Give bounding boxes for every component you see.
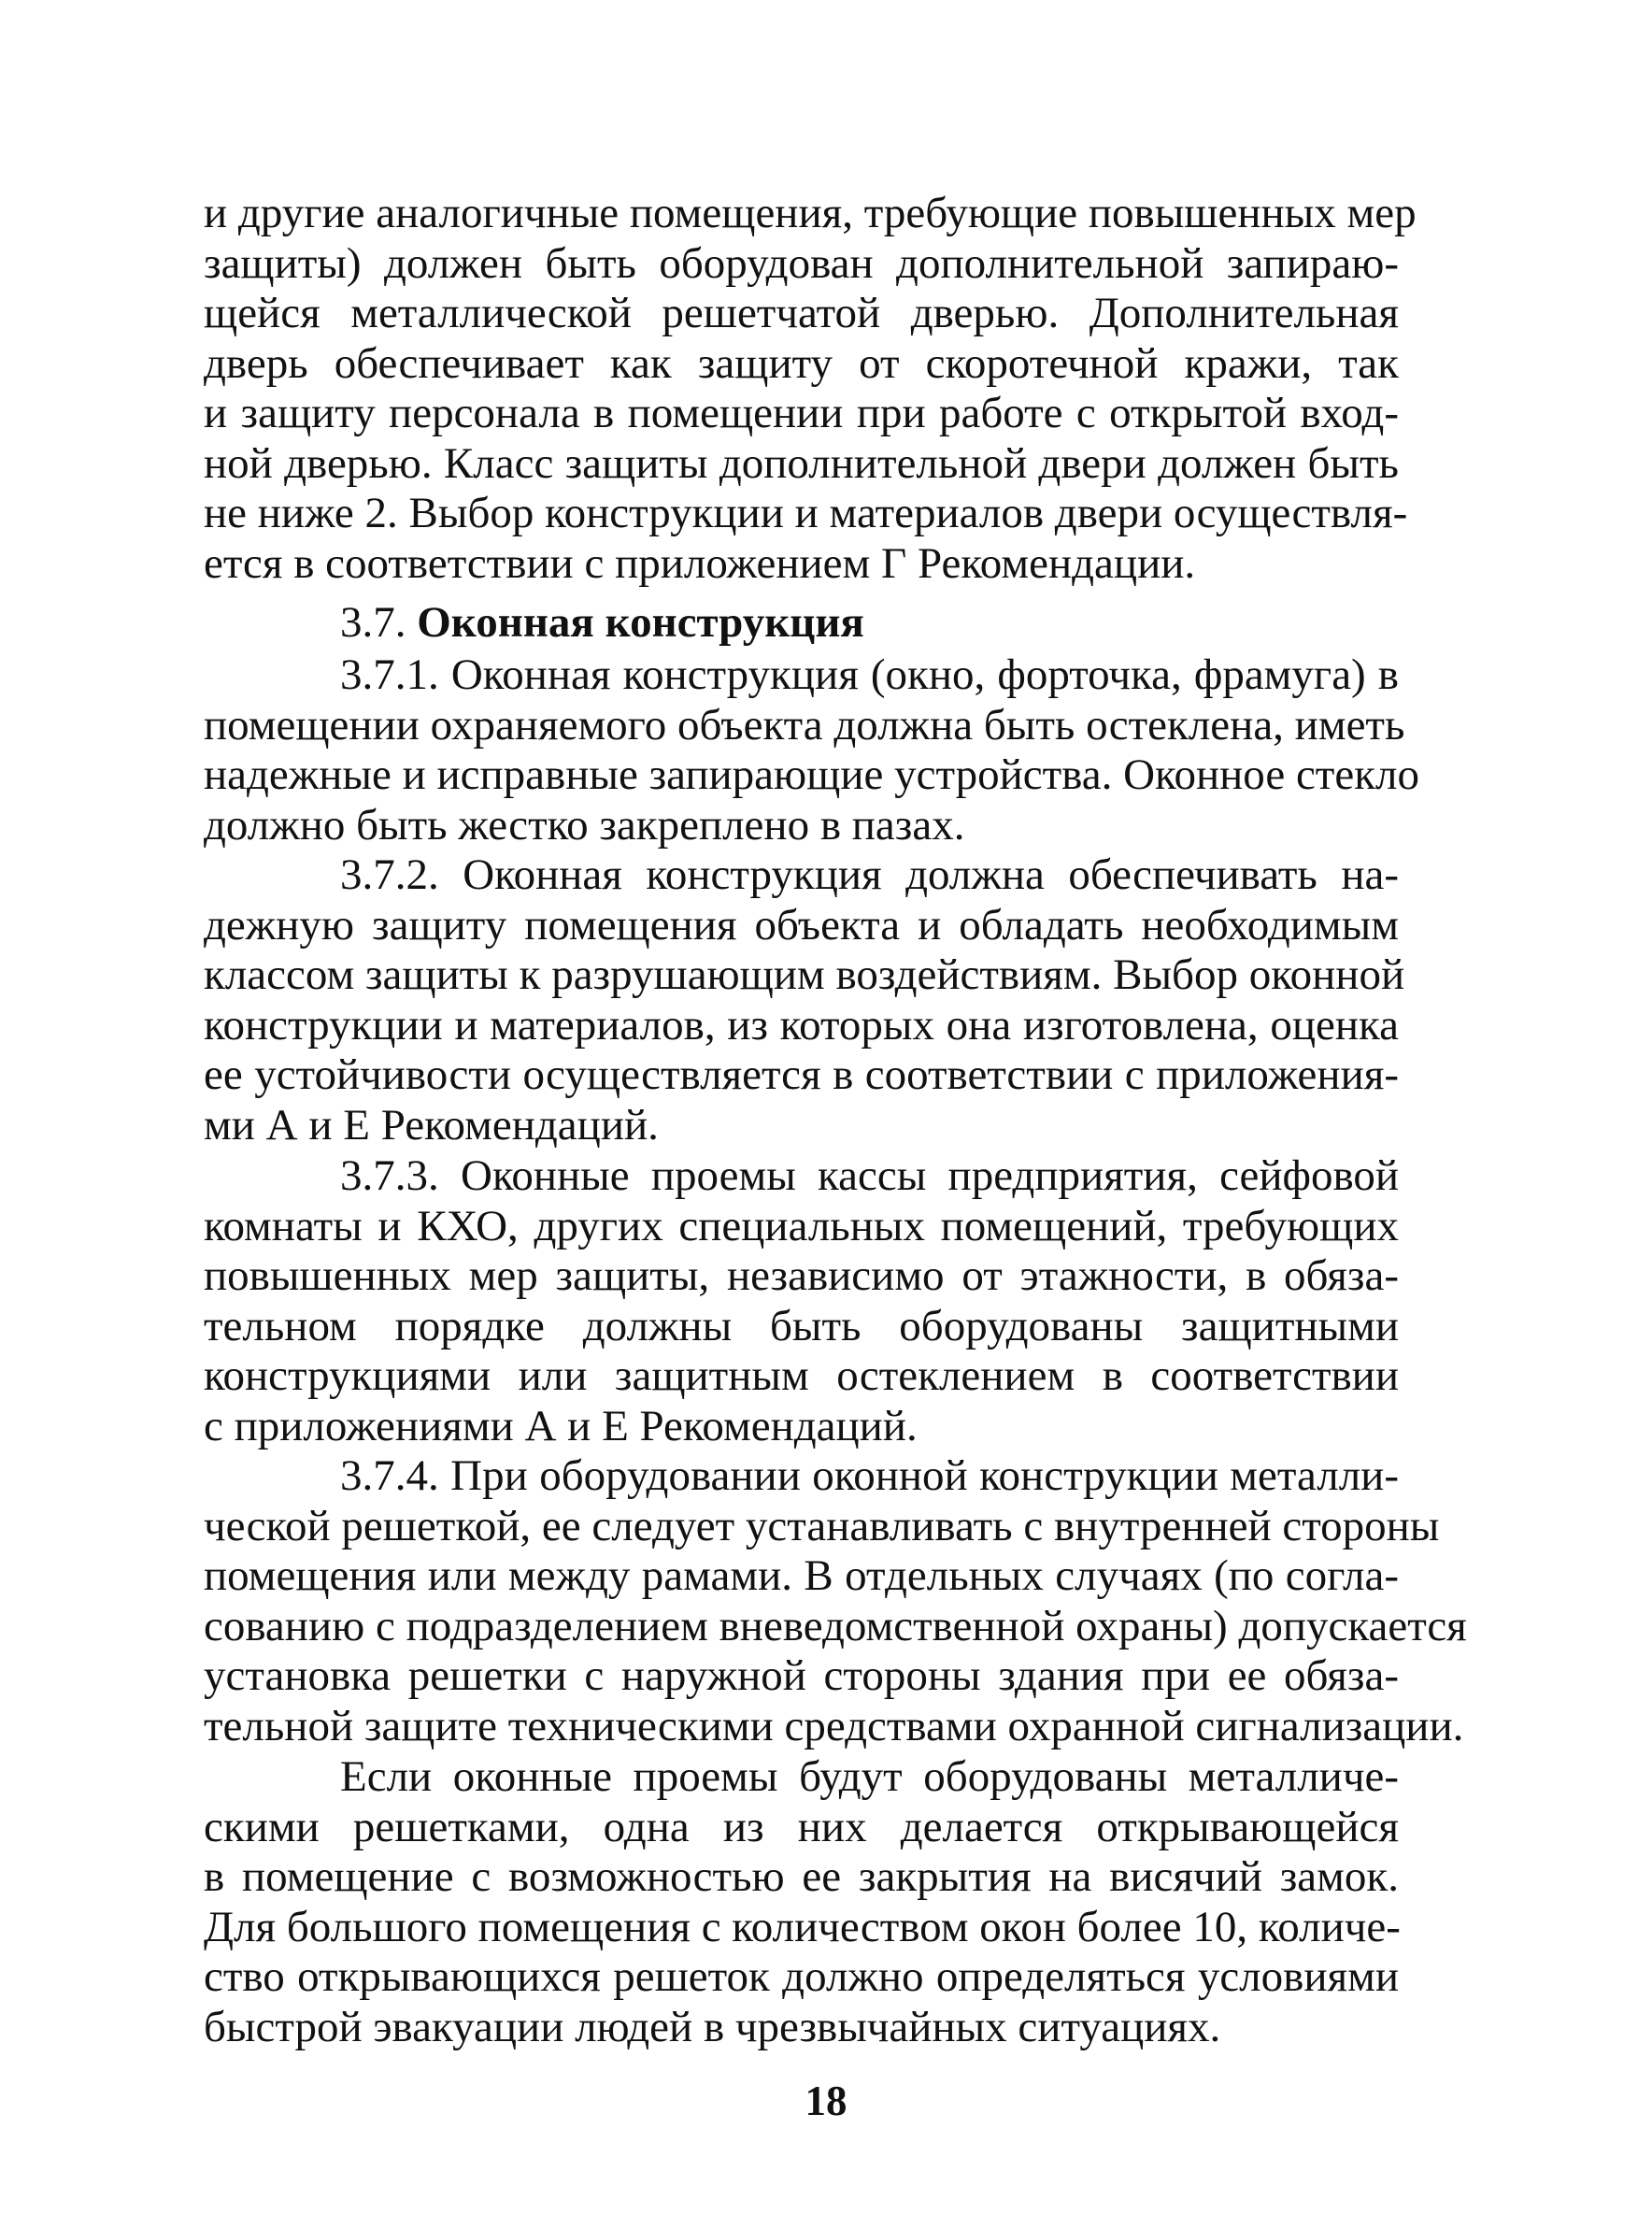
- paragraph-line: ее устойчивости осуществляется в соответствии с приложения-: [204, 1050, 1399, 1099]
- section-title: Оконная конструкция: [417, 598, 864, 647]
- paragraph-3-7-4: [204, 1451, 1467, 1751]
- paragraph-line: быстрой эвакуации людей в чрезвычайных ситуациях.: [204, 2002, 1221, 2051]
- paragraph-line: ство открывающихся решеток должно определяться условиями: [204, 1952, 1399, 2001]
- section-heading: [204, 598, 1399, 649]
- paragraph-line: и другие аналогичные помещения, требующие повышенных мер: [204, 189, 1417, 237]
- paragraph-line: Если оконные проемы будут оборудованы металличе-: [340, 1752, 1399, 1801]
- paragraph-3-7-1: [204, 650, 1419, 850]
- paragraph-line: ной дверью. Класс защиты дополнительной двери должен быть: [204, 438, 1399, 488]
- paragraph-line: не ниже 2. Выбор конструкции и материалов двери осуществля-: [204, 489, 1408, 537]
- paragraph-line: ется в соответствии с приложением Г Рекомендации.: [204, 538, 1196, 588]
- paragraph-line: сованию с подразделением вневедомственной охраны) допускается: [204, 1601, 1467, 1650]
- paragraph-line: Для большого помещения с количеством окон более 10, количе-: [204, 1902, 1401, 1951]
- paragraph-line: помещении охраняемого объекта должна быть остеклена, иметь: [204, 700, 1405, 750]
- paragraph-line: тельной защите техническими средствами охранной сигнализации.: [204, 1701, 1464, 1750]
- paragraph-3-7-3: [204, 1151, 1399, 1451]
- intro-paragraph: [204, 189, 1417, 589]
- paragraph-line: 3.7.4. При оборудовании оконной конструкции металли-: [340, 1451, 1399, 1500]
- paragraph-line: скими решетками, одна из них делается открывающейся: [204, 1802, 1399, 1851]
- paragraph-line: установка решетки с наружной стороны здания при ее обяза-: [204, 1651, 1399, 1700]
- paragraph-line: 3.7.1. Оконная конструкция (окно, форточка, фрамуга) в: [340, 650, 1399, 699]
- section-number: 3.7.: [340, 598, 406, 647]
- paragraph-line: щейся металлической решетчатой дверью. Дополнительная: [204, 289, 1399, 337]
- page-number: 18: [805, 2078, 847, 2124]
- paragraph-line: повышенных мер защиты, независимо от этажности, в обяза-: [204, 1251, 1399, 1300]
- paragraph-line: ческой решеткой, ее следует устанавливать с внутренней стороны: [204, 1501, 1440, 1550]
- paragraph-line: и защиту персонала в помещении при работе с открытой вход-: [204, 389, 1399, 437]
- paragraph-line: защиты) должен быть оборудован дополнительной запираю-: [204, 238, 1399, 288]
- paragraph-line: комнаты и КХО, других специальных помещений, требующих: [204, 1201, 1399, 1250]
- paragraph-line: дежную защиту помещения объекта и обладать необходимым: [204, 900, 1399, 950]
- paragraph-line: дверь обеспечивает как защиту от скоротечной кражи, так: [204, 338, 1399, 388]
- paragraph-3-7-2: [204, 850, 1405, 1150]
- paragraph-line: 3.7.3. Оконные проемы кассы предприятия, сейфовой: [340, 1151, 1399, 1200]
- paragraph-line: в помещение с возможностью ее закрытия на висячий замок.: [204, 1852, 1399, 1901]
- paragraph-line: 3.7.2. Оконная конструкция должна обеспечивать на-: [340, 850, 1399, 899]
- paragraph-line: надежные и исправные запирающие устройства. Оконное стекло: [204, 750, 1419, 799]
- paragraph-line: классом защиты к разрушающим воздействиям. Выбор оконной: [204, 950, 1405, 999]
- paragraph-window-grilles: [204, 1752, 1399, 2052]
- paragraph-line: конструкциями или защитным остеклением в соответствии: [204, 1351, 1399, 1400]
- paragraph-line: ми А и Е Рекомендаций.: [204, 1100, 659, 1150]
- paragraph-line: должно быть жестко закреплено в пазах.: [204, 800, 965, 850]
- paragraph-line: с приложениями А и Е Рекомендаций.: [204, 1401, 918, 1450]
- paragraph-line: тельном порядке должны быть оборудованы защитными: [204, 1301, 1399, 1350]
- paragraph-line: помещения или между рамами. В отдельных случаях (по согла-: [204, 1551, 1399, 1600]
- paragraph-line: конструкции и материалов, из которых она изготовлена, оценка: [204, 1000, 1399, 1050]
